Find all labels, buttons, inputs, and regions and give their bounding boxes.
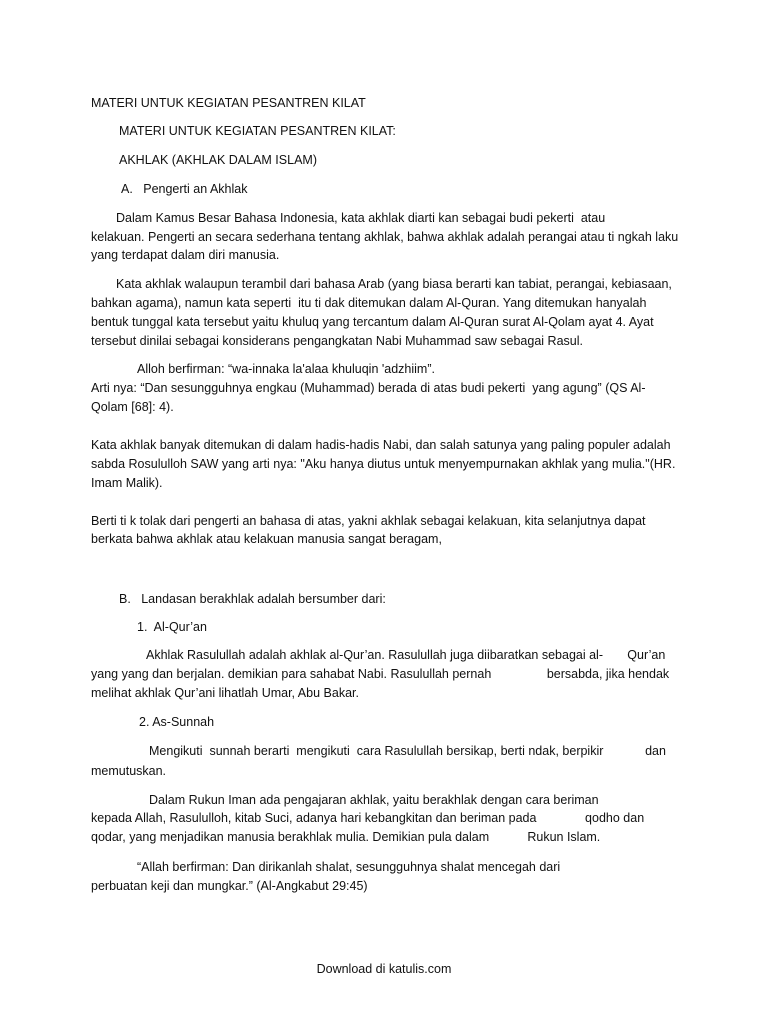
paragraph-line: tersebut dinilai sebagai konsiderans pengangkatan Nabi Muhammad saw sebagai Rasul. bbox=[91, 334, 583, 348]
paragraph-line: yang terdapat dalam diri manusia. bbox=[91, 248, 280, 262]
download-footer-link[interactable]: Download di katulis.com bbox=[316, 962, 452, 976]
paragraph-line: Kata akhlak walaupun terambil dari bahasa Arab (yang biasa berarti kan tabiat, perangai, kebiasaan, bbox=[116, 277, 672, 291]
paragraph-line: Arti nya: “Dan sesungguhnya engkau (Muhammad) berada di atas budi pekerti yang agung” (QS Al- bbox=[91, 381, 646, 395]
document-title: MATERI UNTUK KEGIATAN PESANTREN KILAT bbox=[91, 96, 366, 110]
paragraph-line: Imam Malik). bbox=[91, 476, 163, 490]
paragraph-line: yang yang dan berjalan. demikian para sahabat Nabi. Rasulullah pernah bersabda, jika hendak bbox=[91, 667, 670, 681]
paragraph-line: melihat akhlak Qur’ani lihatlah Umar, Abu Bakar. bbox=[91, 686, 359, 700]
section-a-heading: A. Pengerti an Akhlak bbox=[121, 182, 248, 196]
paragraph-line: Akhlak Rasulullah adalah akhlak al-Qur’an. Rasulullah juga diibaratkan sebagai al- Qur’an bbox=[146, 648, 666, 662]
paragraph-line: Berti ti k tolak dari pengerti an bahasa di atas, yakni akhlak sebagai kelakuan, kita selanjutnya dapat bbox=[91, 514, 646, 528]
list-item-heading: 2. As-Sunnah bbox=[139, 715, 215, 729]
list-item-heading: 1. Al-Qur’an bbox=[137, 620, 207, 634]
section-b-heading: B. Landasan berakhlak adalah bersumber dari: bbox=[119, 592, 386, 606]
paragraph-line: “Allah berfirman: Dan dirikanlah shalat, sesungguhnya shalat mencegah dari bbox=[137, 860, 561, 874]
paragraph-line: perbuatan keji dan mungkar.” (Al-Angkabut 29:45) bbox=[91, 879, 368, 893]
paragraph-line: kelakuan. Pengerti an secara sederhana tentang akhlak, bahwa akhlak adalah perangai atau ti ngkah laku bbox=[91, 230, 679, 244]
paragraph-line: bahkan agama), namun kata seperti itu ti dak ditemukan dalam Al-Quran. Yang ditemukan hanyalah bbox=[91, 296, 647, 310]
paragraph-line: berkata bahwa akhlak atau kelakuan manusia sangat beragam, bbox=[91, 532, 442, 546]
paragraph-line: bentuk tunggal kata tersebut yaitu khuluq yang tercantum dalam Al-Quran surat Al-Qolam ayat 4. Ayat bbox=[91, 315, 654, 329]
paragraph-line: Mengikuti sunnah berarti mengikuti cara Rasulullah bersikap, berti ndak, berpikir dan bbox=[149, 744, 666, 758]
paragraph-line: Dalam Kamus Besar Bahasa Indonesia, kata akhlak diarti kan sebagai budi pekerti atau bbox=[116, 211, 606, 225]
paragraph-line: Kata akhlak banyak ditemukan di dalam hadis-hadis Nabi, dan salah satunya yang paling populer adalah bbox=[91, 438, 671, 452]
topic-heading: AKHLAK (AKHLAK DALAM ISLAM) bbox=[119, 153, 317, 167]
paragraph-line: kepada Allah, Rasululloh, kitab Suci, adanya hari kebangkitan dan beriman pada qodho dan bbox=[91, 811, 645, 825]
paragraph-line: Alloh berfirman: “wa-innaka la'alaa khuluqin 'adzhiim”. bbox=[137, 362, 435, 376]
paragraph-line: Qolam [68]: 4). bbox=[91, 400, 174, 414]
paragraph-line: qodar, yang menjadikan manusia berakhlak mulia. Demikian pula dalam Rukun Islam. bbox=[91, 830, 601, 844]
document-subtitle: MATERI UNTUK KEGIATAN PESANTREN KILAT: bbox=[119, 124, 396, 138]
paragraph-line: Dalam Rukun Iman ada pengajaran akhlak, yaitu berakhlak dengan cara beriman bbox=[149, 793, 599, 807]
paragraph-line: sabda Rosululloh SAW yang arti nya: "Aku hanya diutus untuk menyempurnakan akhlak yang mulia."(HR. bbox=[91, 457, 676, 471]
paragraph-line: memutuskan. bbox=[91, 764, 167, 778]
